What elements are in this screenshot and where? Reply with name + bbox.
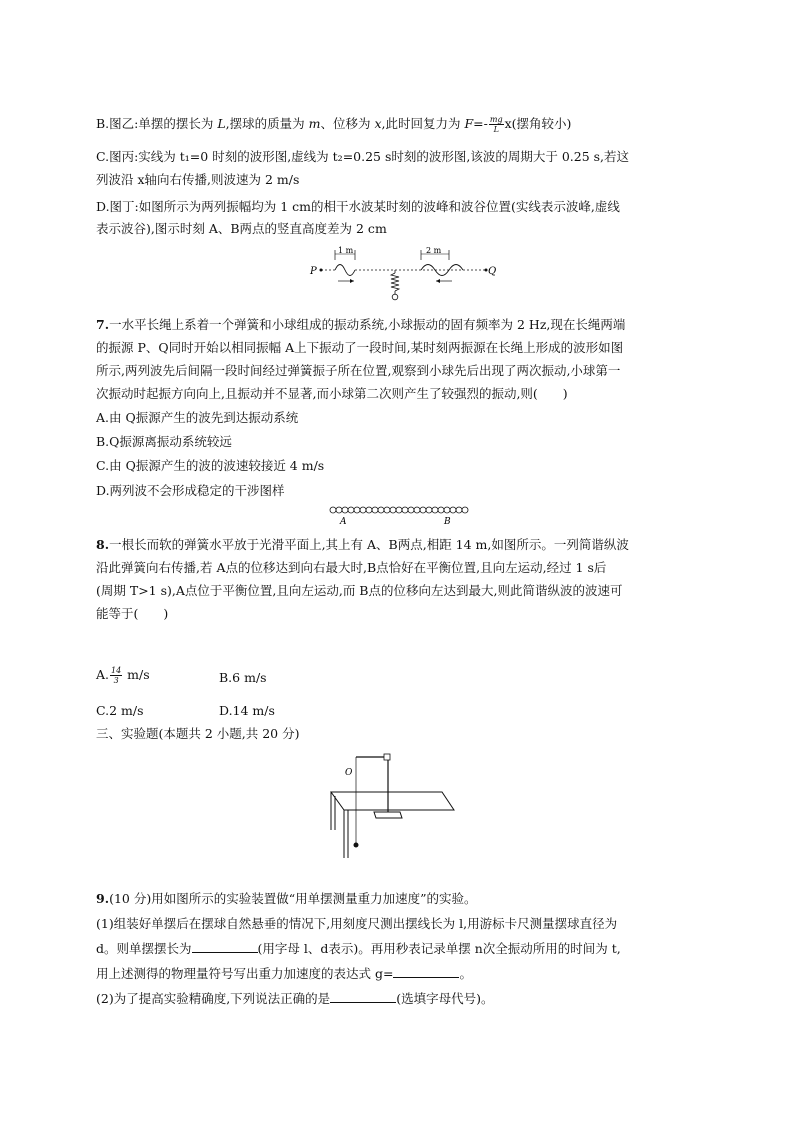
answer-blank-g[interactable] <box>393 965 459 978</box>
q8-option-a: A. $\frac{14}{3}$ m/s <box>96 666 150 685</box>
label-p: P <box>310 266 317 277</box>
spring-figure <box>328 502 470 528</box>
arrow-right <box>350 279 354 283</box>
ball <box>392 294 398 300</box>
q6-option-c-line1: C.图丙:实线为 t₁=0 时刻的波形图,虚线为 t₂=0.25 s时刻的波形图,该波的周期大于 0.25 s,若这 <box>96 149 630 164</box>
q8-option-c: C.2 m/s <box>96 703 144 718</box>
q8-line4: 能等于( ) <box>96 606 169 621</box>
dim-1m: 1 m <box>338 246 354 255</box>
q6-option-d-line2: 表示波谷),图示时刻 A、B两点的竖直高度差为 2 cm <box>96 221 387 236</box>
q7-line4: 次振动时起振方向向上,且振动并不显著,而小球第二次则产生了较强烈的振动,则( ) <box>96 386 568 401</box>
spring <box>391 273 399 291</box>
answer-blank-choice[interactable] <box>330 990 396 1003</box>
table <box>331 792 454 858</box>
arrow-left <box>436 279 440 283</box>
q6-option-b: B.图乙:单摆的摆长为 L,摆球的质量为 m、位移为 x,此时回复力为 F=- $\frac{mg}{L}$ x(摆角较小) <box>96 115 572 134</box>
label-a: A <box>340 517 347 527</box>
q8-line1: 8.一根长而软的弹簧水平放于光滑平面上,其上有 A、B两点,相距 14 m,如图所示。一列简谐纵波 <box>96 537 629 552</box>
clamp <box>384 754 390 760</box>
q8-option-d: D.14 m/s <box>219 703 275 718</box>
pendulum-apparatus-figure <box>328 748 464 860</box>
dim-2m: 2 m <box>426 246 442 255</box>
q6-option-d-line1: D.图丁:如图所示为两列振幅均为 1 cm的相干水波某时刻的波峰和波谷位置(实线表示波峰,虚线 <box>96 199 620 214</box>
q8-line2: 沿此弹簧向右传播,若 A点的位移达到向右最大时,B点恰好在平衡位置,且向左运动,经过 1 s后 <box>96 560 607 575</box>
q7-line1: 7.一水平长绳上系着一个弹簧和小球组成的振动系统,小球振动的固有频率为 2 Hz,现在长绳两端 <box>96 317 626 332</box>
pendulum-bob <box>354 843 359 848</box>
q8-option-b: B.6 m/s <box>219 670 267 685</box>
fraction-14-over-3: $\frac{14}{3}$ <box>111 666 122 685</box>
left-wave-pulse <box>335 265 355 276</box>
q9-part1-line2: d。则单摆摆长为 (用字母 l、d表示)。再用秒表记录单摆 n次全振动所用的时间为 t, <box>96 941 621 956</box>
q7-line2: 的振源 P、Q同时开始以相同振幅 A上下振动了一段时间,某时刻两振源在长绳上形成的波形如图 <box>96 340 624 355</box>
q9-heading: 9.(10 分)用如图所示的实验装置做“用单摆测量重力加速度”的实验。 <box>96 891 477 906</box>
q6-option-c-line2: 列波沿 x轴向右传播,则波速为 2 m/s <box>96 172 300 187</box>
fraction-mg-over-l: $\frac{mg}{L}$ <box>489 115 503 134</box>
q9-part1-line3: 用上述测得的物理量符号写出重力加速度的表达式 g= 。 <box>96 966 472 981</box>
section-experiments-heading: 三、实验题(本题共 2 小题,共 20 分) <box>96 726 300 741</box>
label-q: Q <box>488 266 497 277</box>
rope-wave-figure <box>300 244 500 306</box>
q9-part1-line1: (1)组装好单摆后在摆球自然悬垂的情况下,用刻度尺测出摆线长为 l,用游标卡尺测量摆球直径为 <box>96 916 618 931</box>
spring-coils <box>330 507 468 513</box>
answer-blank-length[interactable] <box>192 940 258 953</box>
label-b: B <box>444 517 451 527</box>
stand-base <box>374 812 402 818</box>
q8-line3: (周期 T>1 s),A点位于平衡位置,且向左运动,而 B点的位移向左达到最大,则此简谐纵波的波速可 <box>96 583 623 598</box>
q7-option-a: A.由 Q振源产生的波先到达振动系统 <box>96 410 299 425</box>
q7-option-b: B.Q振源离振动系统较远 <box>96 434 232 449</box>
q7-option-d: D.两列波不会形成稳定的干涉图样 <box>96 483 285 498</box>
q9-part2: (2)为了提高实验精确度,下列说法正确的是 (选填字母代号)。 <box>96 991 494 1006</box>
label-o: O <box>345 768 353 778</box>
q7-line3: 所示,两列波先后间隔一段时间经过弹簧振子所在位置,观察到小球先后出现了两次振动,小球第一 <box>96 363 621 378</box>
q7-option-c: C.由 Q振源产生的波的波速较接近 4 m/s <box>96 458 325 473</box>
